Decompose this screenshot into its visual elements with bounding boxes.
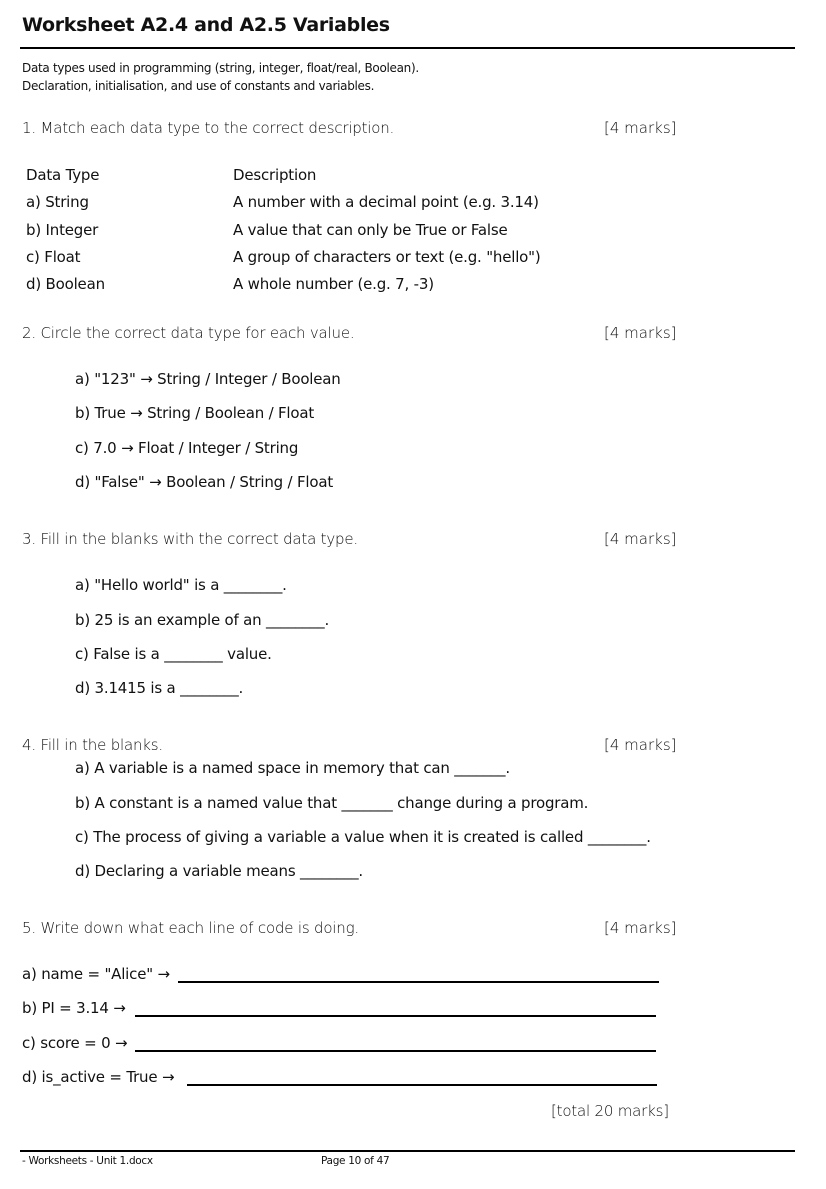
- code-line-label: b) PI = 3.14 →: [22, 999, 126, 1017]
- question-3-marks: [4 marks]: [604, 530, 677, 548]
- question-2-prompt: 2. Circle the correct data type for each value.: [22, 324, 355, 342]
- table-cell-type: c) Float: [26, 248, 81, 266]
- footer-filename: - Worksheets - Unit 1.docx: [22, 1155, 153, 1167]
- question-3-item: a) "Hello world" is a ________.: [75, 576, 287, 594]
- question-4-item: c) The process of giving a variable a value when it is created is called ________.: [75, 828, 651, 846]
- intro-line-1: Data types used in programming (string, integer, float/real, Boolean).: [22, 61, 419, 75]
- table-cell-description: A group of characters or text (e.g. "hello"): [233, 248, 541, 266]
- answer-line[interactable]: [187, 1084, 657, 1086]
- question-1-marks: [4 marks]: [604, 119, 677, 137]
- question-2-marks: [4 marks]: [604, 324, 677, 342]
- intro-line-2: Declaration, initialisation, and use of constants and variables.: [22, 79, 375, 93]
- table-cell-type: a) String: [26, 193, 89, 211]
- total-marks: [total 20 marks]: [551, 1102, 669, 1120]
- title-divider: [20, 47, 795, 49]
- question-5-marks: [4 marks]: [604, 919, 677, 937]
- question-2-item: c) 7.0 → Float / Integer / String: [75, 439, 299, 457]
- answer-line[interactable]: [135, 1050, 656, 1052]
- footer-page-number: Page 10 of 47: [321, 1155, 390, 1167]
- table-cell-type: b) Integer: [26, 221, 99, 239]
- code-line-label: a) name = "Alice" →: [22, 965, 170, 983]
- answer-line[interactable]: [135, 1015, 656, 1017]
- footer-divider: [20, 1150, 795, 1152]
- table-cell-description: A number with a decimal point (e.g. 3.14): [233, 193, 539, 211]
- answer-line[interactable]: [178, 981, 659, 983]
- question-4-item: d) Declaring a variable means ________.: [75, 862, 363, 880]
- question-3-item: b) 25 is an example of an ________.: [75, 611, 330, 629]
- table-header-data-type: Data Type: [26, 166, 100, 184]
- question-5-prompt: 5. Write down what each line of code is doing.: [22, 919, 359, 937]
- code-line-label: c) score = 0 →: [22, 1034, 128, 1052]
- question-3-prompt: 3. Fill in the blanks with the correct data type.: [22, 530, 358, 548]
- question-4-prompt: 4. Fill in the blanks.: [22, 736, 163, 754]
- page-title: Worksheet A2.4 and A2.5 Variables: [22, 14, 390, 36]
- question-1-prompt: 1. Match each data type to the correct description.: [22, 119, 395, 137]
- question-2-item: b) True → String / Boolean / Float: [75, 404, 315, 422]
- question-3-item: c) False is a ________ value.: [75, 645, 272, 663]
- table-cell-description: A value that can only be True or False: [233, 221, 508, 239]
- question-4-item: a) A variable is a named space in memory that can _______.: [75, 759, 510, 777]
- table-cell-description: A whole number (e.g. 7, -3): [233, 275, 434, 293]
- question-2-item: d) "False" → Boolean / String / Float: [75, 473, 334, 491]
- table-cell-type: d) Boolean: [26, 275, 105, 293]
- table-header-description: Description: [233, 166, 317, 184]
- question-4-marks: [4 marks]: [604, 736, 677, 754]
- code-line-label: d) is_active = True →: [22, 1068, 175, 1086]
- question-3-item: d) 3.1415 is a ________.: [75, 679, 244, 697]
- question-4-item: b) A constant is a named value that _______ change during a program.: [75, 794, 589, 812]
- question-2-item: a) "123" → String / Integer / Boolean: [75, 370, 341, 388]
